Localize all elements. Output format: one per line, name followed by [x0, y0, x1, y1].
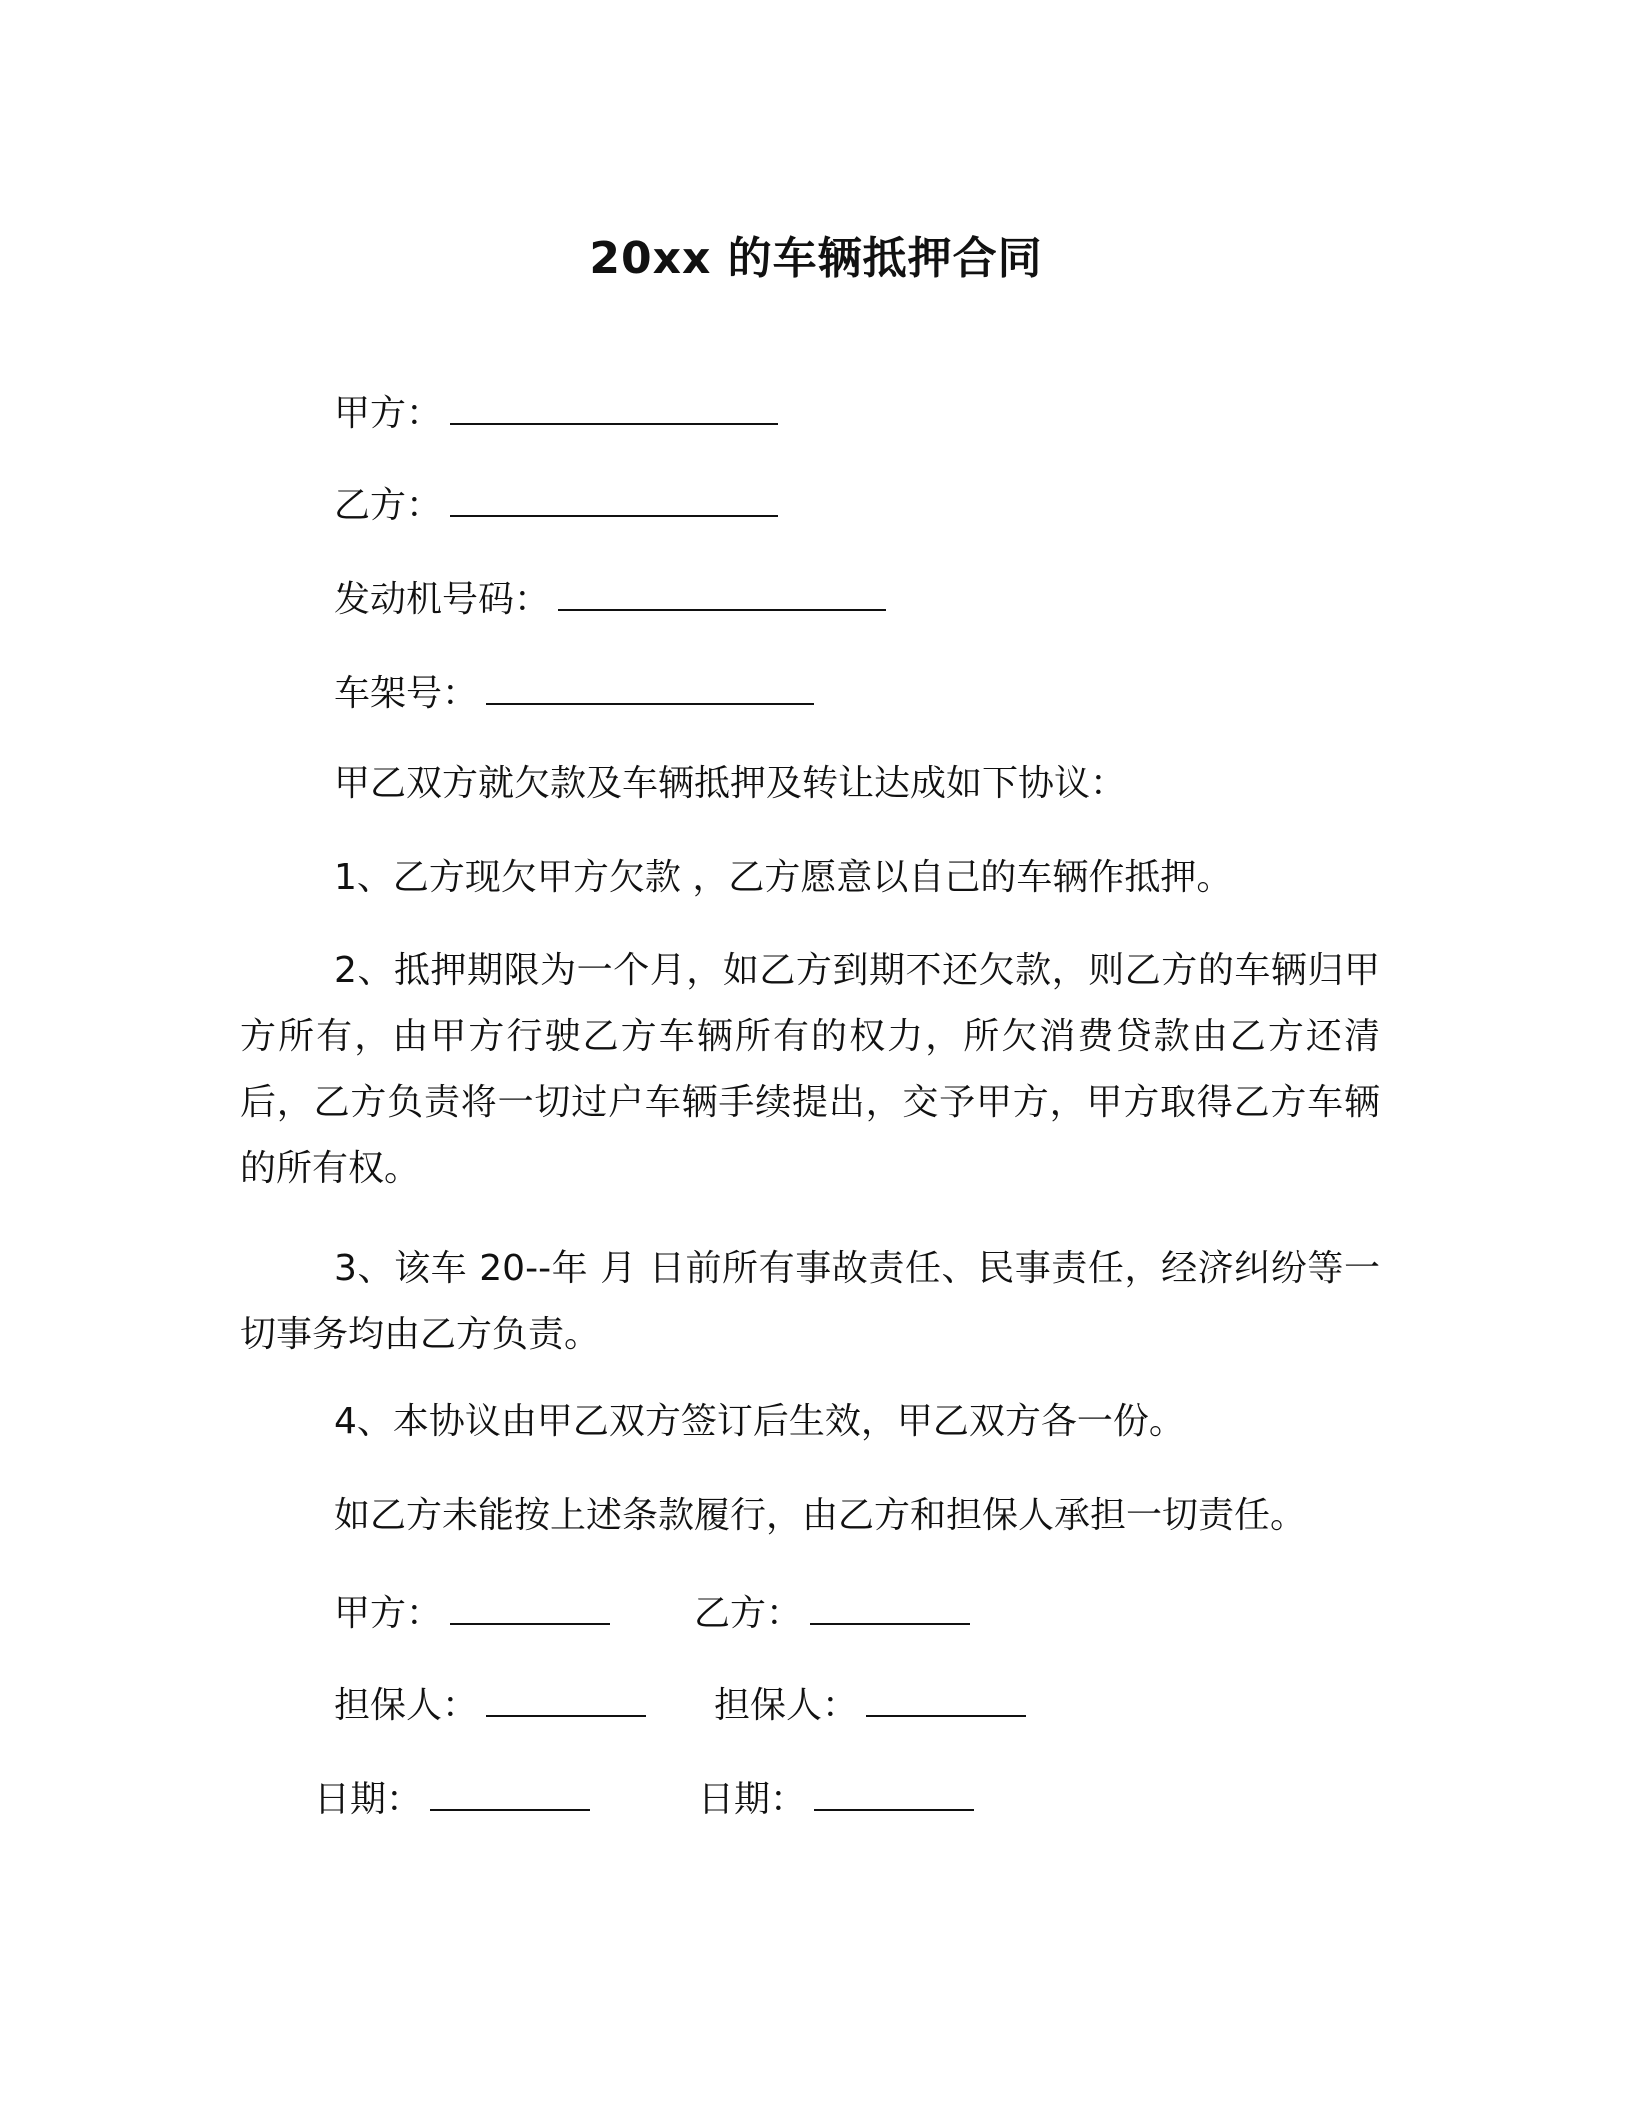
clause-4: 4、本协议由甲乙双方签订后生效，甲乙双方各一份。 — [334, 1401, 1185, 1442]
signature-guarantor-left-label: 担保人： — [334, 1685, 479, 1726]
clause-3: 3、该车 20--年 月 日前所有事故责任、民事责任，经济纠纷等一切事务均由乙方负责。 — [240, 1248, 1380, 1355]
engine-number-blank — [558, 579, 886, 611]
party-a-label: 甲方： — [334, 393, 443, 434]
engine-number-field — [334, 578, 886, 622]
frame-number-blank — [486, 673, 814, 705]
frame-number-label: 车架号： — [334, 673, 479, 714]
party-b-field — [334, 484, 778, 528]
signature-date-left-blank — [430, 1779, 590, 1811]
signature-party-b-label: 乙方： — [694, 1593, 803, 1634]
frame-number-field — [334, 672, 814, 716]
signature-date-left-label: 日期： — [314, 1779, 423, 1820]
signature-guarantor-left — [334, 1684, 646, 1728]
document-title: 20xx 的车辆抵押合同 — [589, 233, 1043, 284]
party-a-field — [334, 392, 778, 436]
signature-guarantor-right-label: 担保人： — [714, 1685, 859, 1726]
party-b-blank — [450, 485, 778, 517]
engine-number-label: 发动机号码： — [334, 579, 551, 620]
party-b-label: 乙方： — [334, 485, 443, 526]
signature-party-b — [694, 1592, 970, 1636]
signature-date-right-blank — [814, 1779, 974, 1811]
signature-guarantor-right — [714, 1684, 1026, 1728]
signature-party-a-blank — [450, 1593, 610, 1625]
party-a-blank — [450, 393, 778, 425]
signature-guarantor-right-blank — [866, 1685, 1026, 1717]
signature-guarantor-left-blank — [486, 1685, 646, 1717]
signature-date-left — [314, 1778, 590, 1822]
signature-date-right — [698, 1778, 974, 1822]
agreement-intro: 甲乙双方就欠款及车辆抵押及转让达成如下协议： — [334, 763, 1127, 804]
clause-2: 2、抵押期限为一个月，如乙方到期不还欠款，则乙方的车辆归甲方所有，由甲方行驶乙方车辆所有的权力，所欠消费贷款由乙方还清后，乙方负责将一切过户车辆手续提出，交予甲方，甲方取得乙方车辆的所有权。 — [240, 950, 1380, 1189]
signature-party-b-blank — [810, 1593, 970, 1625]
liability-statement: 如乙方未能按上述条款履行，由乙方和担保人承担一切责任。 — [334, 1495, 1307, 1536]
signature-party-a-label: 甲方： — [334, 1593, 443, 1634]
clause-1: 1、乙方现欠甲方欠款 ，乙方愿意以自己的车辆作抵押。 — [334, 857, 1233, 898]
signature-date-right-label: 日期： — [698, 1779, 807, 1820]
signature-party-a — [334, 1592, 610, 1636]
